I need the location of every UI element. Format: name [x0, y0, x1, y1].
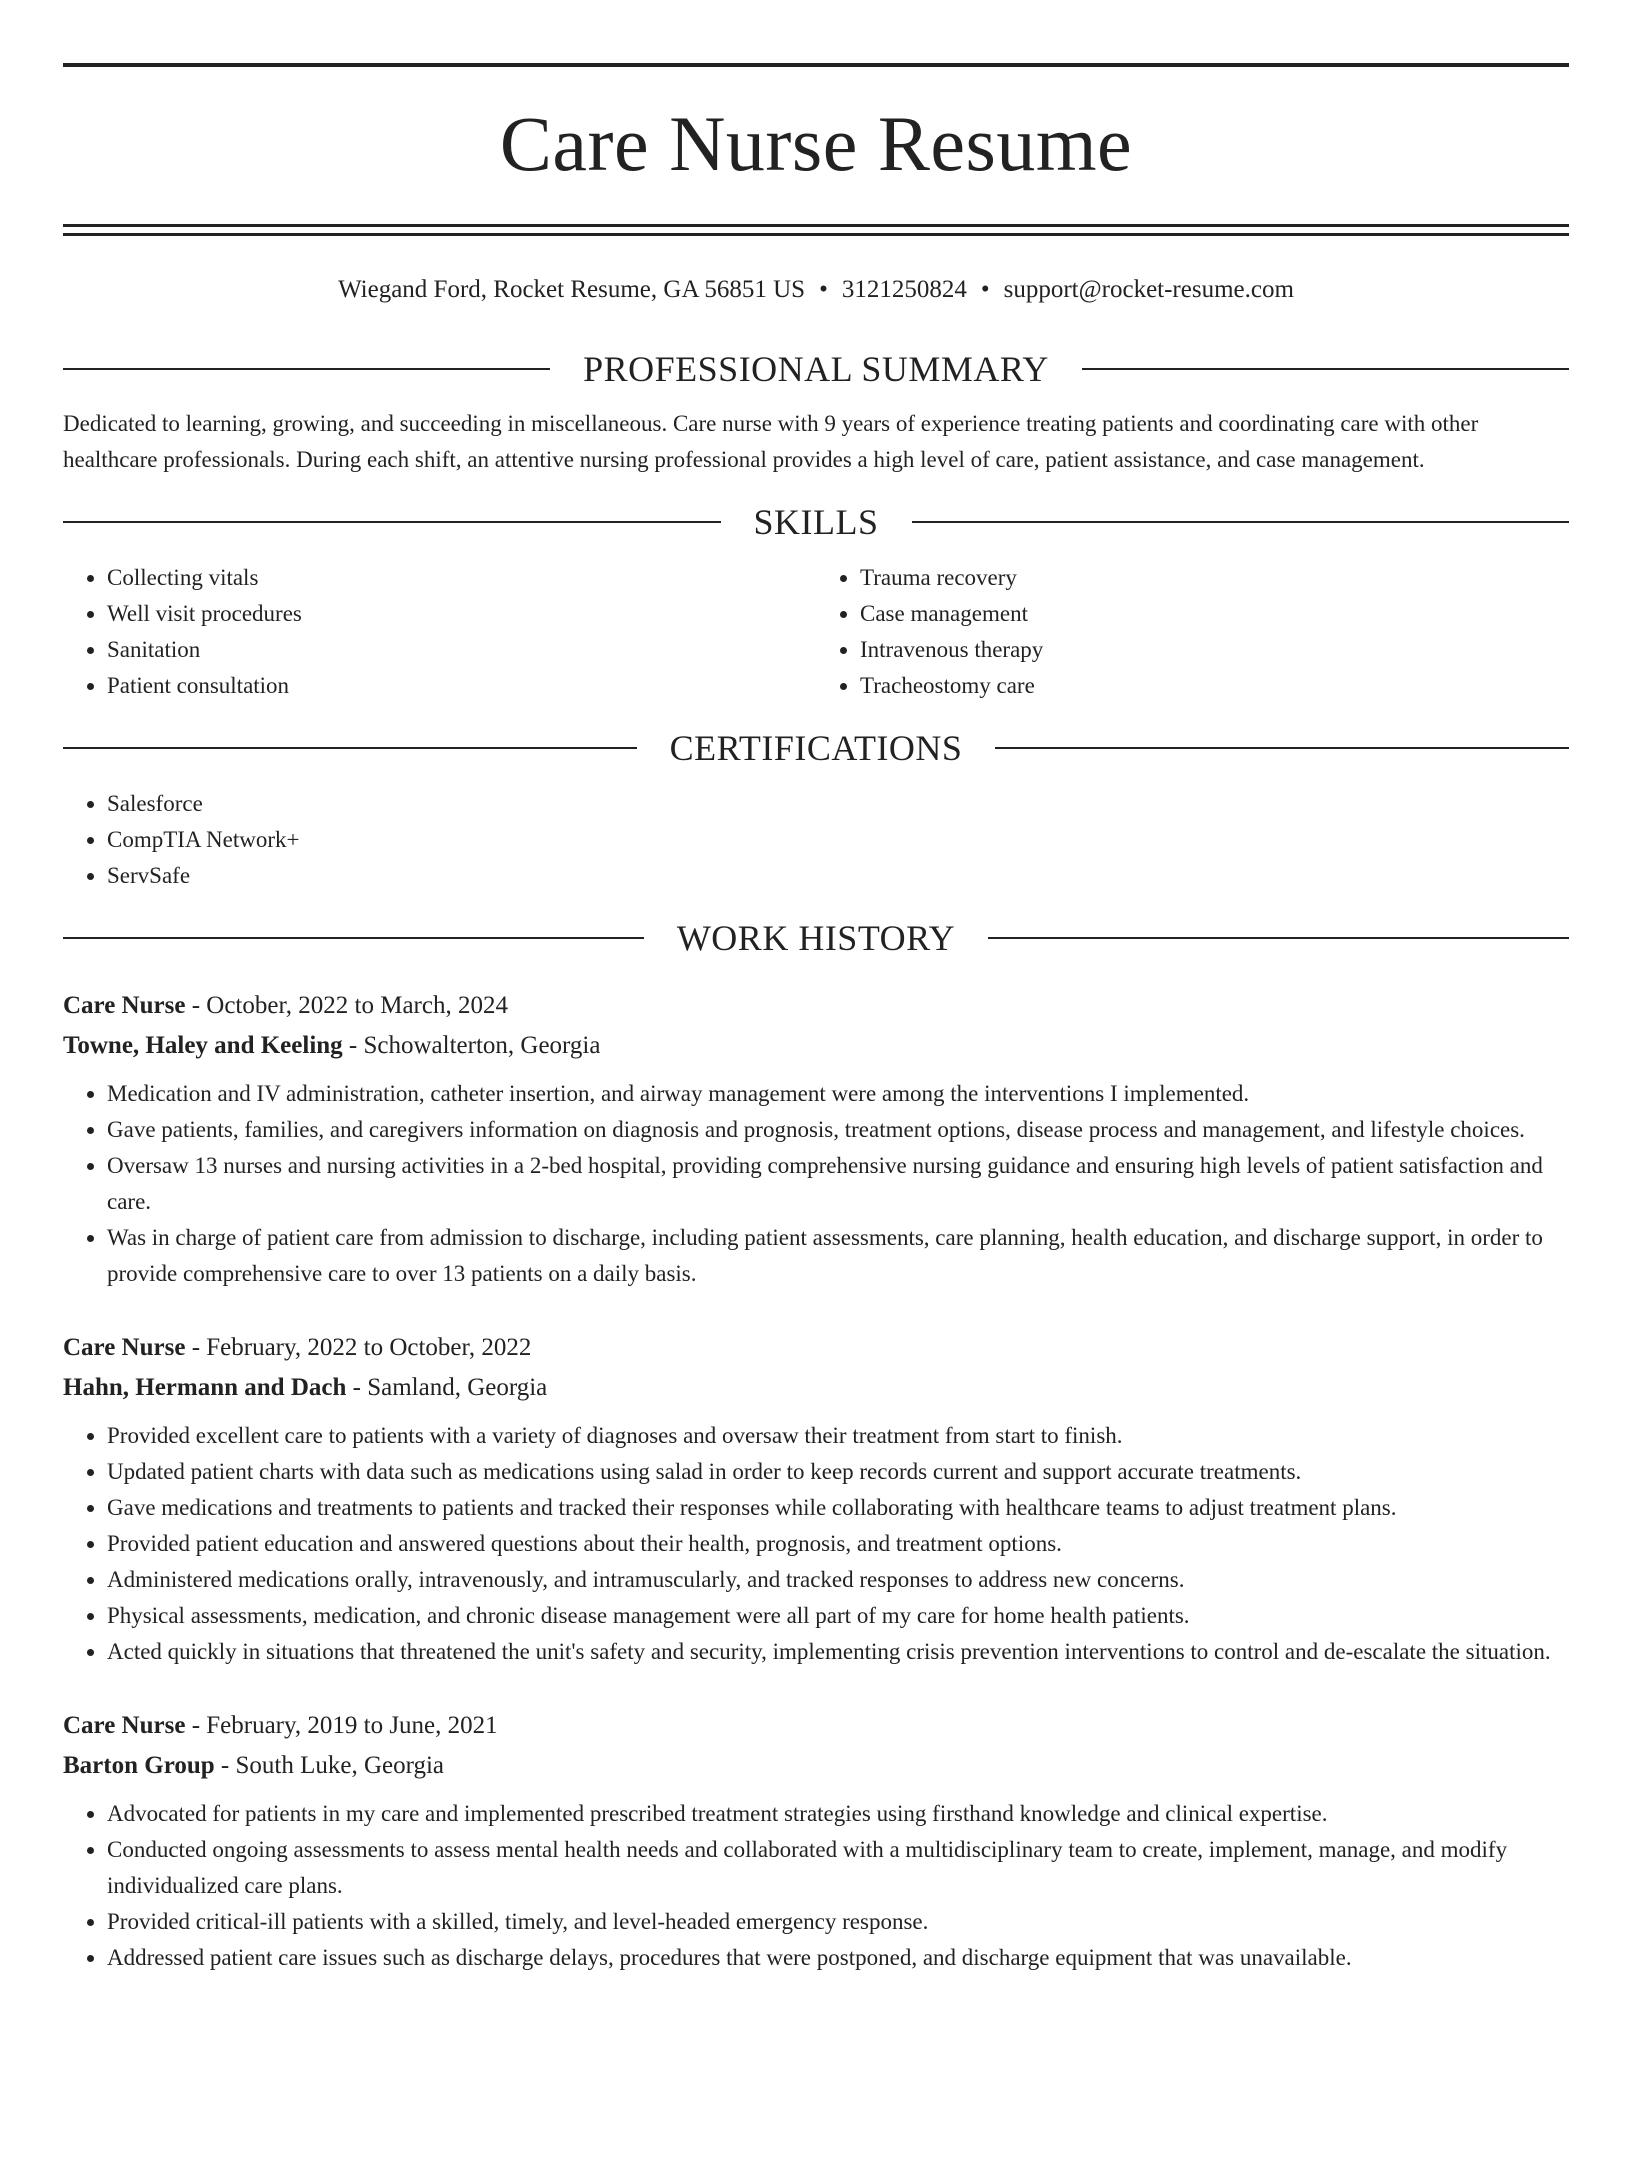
- job-role: Care Nurse: [63, 1712, 186, 1739]
- contact-phone: 3121250824: [841, 276, 967, 303]
- section-title: WORK HISTORY: [676, 918, 956, 958]
- skill-item: • Trauma recovery: [860, 560, 1569, 596]
- contact-separator: •: [819, 276, 828, 303]
- summary-text: Dedicated to learning, growing, and succeeding in miscellaneous. Care nurse with 9 years of experience treating patients and coordinating care with other healthcare professionals. During each shift, an attentive nursing professional provides a high level of care, patient assistance, and case management.: [63, 411, 1479, 472]
- section-title: SKILLS: [753, 502, 879, 542]
- job-title-line: [63, 986, 1569, 1026]
- top-rule: [63, 63, 1569, 67]
- job-company-line: [63, 1368, 1569, 1408]
- section-rule: [63, 368, 550, 370]
- section-rule: [1082, 368, 1569, 370]
- job-bullet: • Was in charge of patient care from admission to discharge, including patient assessments, care planning, health education, and discharge support, in order to provide comprehensive care to over 13 patients on a daily basis.: [107, 1220, 1569, 1292]
- skill-item: • Intravenous therapy: [860, 632, 1569, 668]
- job-bullet: • Gave medications and treatments to patients and tracked their responses while collaborating with healthcare teams to adjust treatment plans.: [107, 1490, 1569, 1526]
- certification-item: • Salesforce: [107, 786, 1569, 822]
- section-header-certifications: [63, 726, 1569, 770]
- skills-column-right: [816, 560, 1569, 704]
- job-bullet: • Conducted ongoing assessments to assess mental health needs and collaborated with a multidisciplinary team to create, implement, manage, and modify individualized care plans.: [107, 1832, 1569, 1904]
- job-location: - Schowalterton, Georgia: [342, 1032, 601, 1059]
- skill-item: • Sanitation: [107, 632, 816, 668]
- section-title: CERTIFICATIONS: [669, 728, 963, 768]
- certifications-list: [63, 786, 1569, 894]
- job-bullet: • Acted quickly in situations that threatened the unit's safety and security, implementing crisis prevention interventions to control and de-escalate the situation.: [107, 1634, 1569, 1670]
- job-dates: - October, 2022 to March, 2024: [185, 992, 508, 1019]
- job-company-line: [63, 1026, 1569, 1066]
- section-rule: [63, 937, 644, 939]
- certification-item: • ServSafe: [107, 858, 1569, 894]
- job-bullet: • Provided patient education and answered questions about their health, prognosis, and treatment options.: [107, 1526, 1569, 1562]
- job-company: Hahn, Hermann and Dach: [63, 1374, 347, 1401]
- job-dates: - February, 2022 to October, 2022: [185, 1334, 532, 1361]
- job-bullet: • Physical assessments, medication, and chronic disease management were all part of my care for home health patients.: [107, 1598, 1569, 1634]
- skill-item: • Tracheostomy care: [860, 668, 1569, 704]
- skills-list: [63, 560, 1569, 704]
- section-rule: [63, 521, 721, 523]
- section-header-skills: [63, 500, 1569, 544]
- contact-address: Wiegand Ford, Rocket Resume, GA 56851 US: [338, 276, 806, 303]
- job-entry: [63, 1706, 1569, 1976]
- section-rule: [995, 747, 1569, 749]
- job-title-line: [63, 1328, 1569, 1368]
- skill-item: • Patient consultation: [107, 668, 816, 704]
- skill-item: • Case management: [860, 596, 1569, 632]
- job-bullet: • Updated patient charts with data such as medications using salad in order to keep records current and support accurate treatments.: [107, 1454, 1569, 1490]
- job-role: Care Nurse: [63, 1334, 186, 1361]
- job-entry: [63, 986, 1569, 1292]
- contact-email: support@rocket-resume.com: [1003, 276, 1294, 303]
- job-entry: [63, 1328, 1569, 1670]
- job-bullet: • Provided excellent care to patients with a variety of diagnoses and oversaw their treatment from start to finish.: [107, 1418, 1569, 1454]
- job-bullet: • Addressed patient care issues such as discharge delays, procedures that were postponed, and discharge equipment that was unavailable.: [107, 1940, 1569, 1976]
- job-bullet: • Oversaw 13 nurses and nursing activities in a 2-bed hospital, providing comprehensive nursing guidance and ensuring high levels of patient satisfaction and care.: [107, 1148, 1569, 1220]
- job-bullet: • Administered medications orally, intravenously, and intramuscularly, and tracked responses to address new concerns.: [107, 1562, 1569, 1598]
- skill-item: • Collecting vitals: [107, 560, 816, 596]
- resume-title: Care Nurse Resume: [499, 100, 1133, 187]
- job-company-line: [63, 1746, 1569, 1786]
- job-role: Care Nurse: [63, 992, 186, 1019]
- section-rule: [63, 747, 637, 749]
- job-company: Barton Group: [63, 1752, 215, 1779]
- section-header-work-history: [63, 916, 1569, 960]
- job-location: - South Luke, Georgia: [214, 1752, 445, 1779]
- title-double-rule: [63, 224, 1569, 236]
- skills-column-left: [63, 560, 816, 704]
- job-dates: - February, 2019 to June, 2021: [185, 1712, 498, 1739]
- section-rule: [988, 937, 1569, 939]
- job-bullet: • Gave patients, families, and caregivers information on diagnosis and prognosis, treatment options, disease process and management, and lifestyle choices.: [107, 1112, 1569, 1148]
- job-bullet: • Advocated for patients in my care and implemented prescribed treatment strategies using firsthand knowledge and clinical expertise.: [107, 1796, 1569, 1832]
- contact-separator: •: [980, 276, 990, 303]
- job-location: - Samland, Georgia: [346, 1374, 548, 1401]
- skill-item: • Well visit procedures: [107, 596, 816, 632]
- certification-item: • CompTIA Network+: [107, 822, 1569, 858]
- job-bullet: • Medication and IV administration, catheter insertion, and airway management were among the interventions I implemented.: [107, 1076, 1569, 1112]
- section-rule: [912, 521, 1570, 523]
- job-bullet: • Provided critical-ill patients with a skilled, timely, and level-headed emergency response.: [107, 1904, 1569, 1940]
- job-company: Towne, Haley and Keeling: [63, 1032, 343, 1059]
- section-title: PROFESSIONAL SUMMARY: [583, 349, 1049, 389]
- job-title-line: [63, 1706, 1569, 1746]
- contact-line: [63, 275, 1569, 305]
- section-header-summary: [63, 347, 1569, 391]
- resume-page: [0, 63, 1632, 2175]
